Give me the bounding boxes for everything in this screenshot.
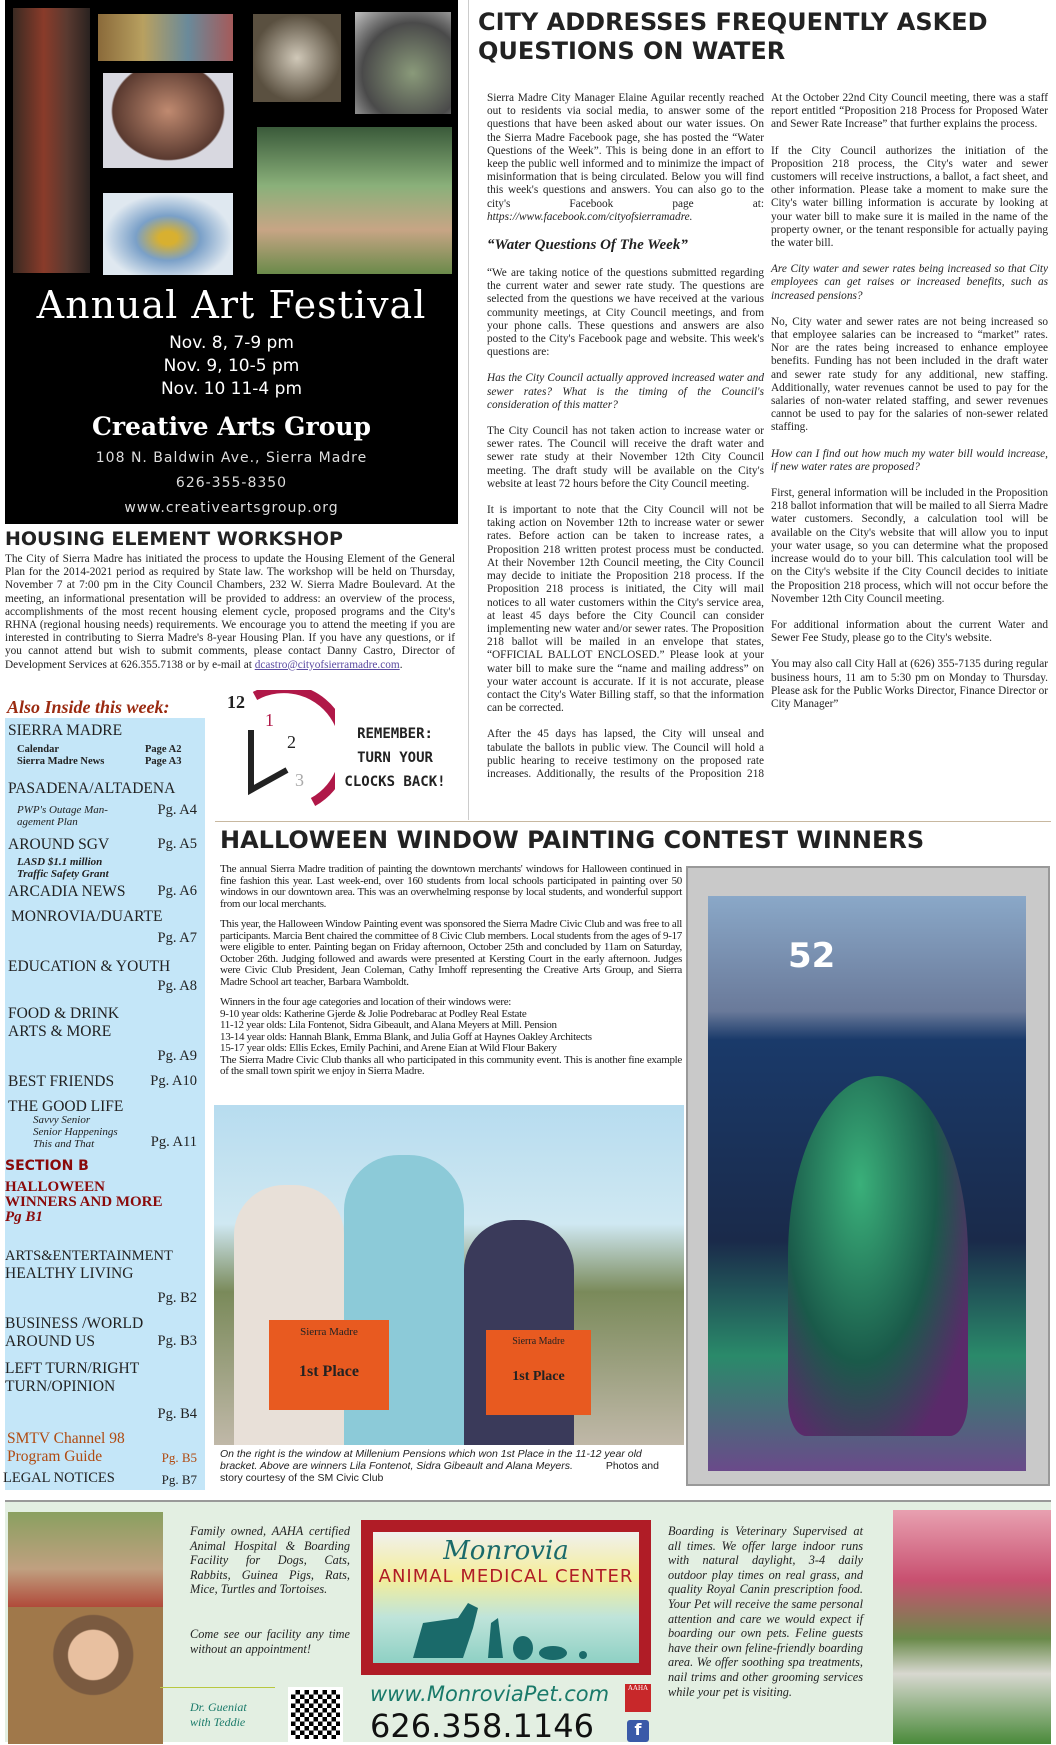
section-divider	[215, 821, 1051, 822]
sidebar-item-monrovia[interactable]: MONROVIA/DUARTE	[11, 908, 163, 925]
ad-logo	[361, 1520, 651, 1675]
sidebar-item-arts[interactable]: ARTS&ENTERTAINMENT	[5, 1248, 173, 1264]
sidebar-item-legal[interactable]: LEGAL NOTICES	[3, 1470, 115, 1486]
housing-text-end: .	[399, 658, 403, 671]
art-photo-jewelry	[103, 193, 233, 275]
sidebar-item-education[interactable]: EDUCATION & YOUTH	[8, 958, 171, 975]
ad-visit-text: Come see our facility any time without an appointment!	[190, 1627, 350, 1656]
cert-title: Sierra Madre	[512, 1336, 565, 1347]
winners-intro: Winners in the four age categories and location of their windows were:	[220, 996, 512, 1008]
winners-photo	[214, 1105, 684, 1445]
cert-place: 1st Place	[299, 1363, 359, 1380]
sidebar-page: Pg. A10	[150, 1073, 197, 1089]
water-paragraph: It is important to note that the City Council will not be taking action on November 12th to increase water or sewer rates. Before action can be taken to increase rates, a Proposition 218 written protest process must be conducted. At their November 12th Council meeting, the City Council may decide to initiate the Proposition 218 process. If the Proposition 218 process is initiated, the City will mail notices to all water customers within the City's service area, at least 45 days before the City Council can consider implementing new water and/or sewer rates. The Proposition 218 ballot will be mailed in an envelope that states, “OFFICIAL BALLOT ENCLOSED.” Please look at your water bill to make sure the “name and mailing address” on your water account is accurate. If it is not accurate, please contact the City's Water Billing staff, so that the information can be corrected.	[487, 504, 764, 715]
sidebar-item-arcadia[interactable]: ARCADIA NEWS	[8, 883, 126, 900]
winner-line: 11-12 year olds: Lila Fontenot, Sidra Gibeault, and Alana Meyers at Mill. Pension	[220, 1019, 557, 1031]
art-photo-sculpture	[13, 8, 90, 273]
sidebar-item-halloween[interactable]	[5, 1180, 163, 1225]
window-painting-photo	[686, 866, 1050, 1486]
water-subhead: “Water Questions Of The Week”	[487, 237, 688, 254]
sidebar-page: Pg. A4	[157, 802, 197, 818]
ad-description: Family owned, AAHA certified Animal Hospital & Boarding Facility for Dogs, Cats, Rabbits, Guinea Pigs, Rats, Mice, Turtles and Tortoises.	[190, 1524, 350, 1597]
housing-text: The City of Sierra Madre has initiated the process to update the Housing Element of the General Plan for the 2014-2021 period as required by State law. The workshop will be held on Thursday, November 7 at 7:00 pm in the City Council Chambers, 232 W. Sierra Madre Boulevard. At the meeting, an informational presentation will be provided to address: an overview of the process, accomplishments of the most recent housing element cycle, proposed programs and the City's RHNA (regional housing needs) requirements. We encourage you to attend the meeting if you are interested in contributing to Sierra Madre's 8-year Housing Plan. If you have any questions, or if you cannot attend but wish to submit comments, please contact Danny Castro, Director of Development Services at 626.355.7138 or by e-mail at	[5, 553, 455, 671]
halloween-paragraph: This year, the Halloween Window Painting event was sponsored the Sierra Madre Civic Club and was free to all participants. Marcia Bent chaired the committee of 8 Civic Club members. Local students from the ages of 9-17 were eligible to enter. Painting began on Friday afternoon, October 25th and concluded by 11am on Saturday, October 26th. Judging followed and awards were presented at Kersting Court in the early afternoon. Judges were Civic Club President, Jean Coleman, Cathy Imhoff representing the Creative Arts Group, and Sierra Madre School art teacher, Barbara Wamboldt.	[220, 918, 682, 988]
water-paragraph: The City Council has not taken action to increase water or sewer rates. The Council will receive the draft water and sewer rate study at their November 12th City Council meeting. The draft study will be available on the City's website at least 72 hours before the City Council meeting.	[487, 425, 764, 490]
garden-photo	[893, 1510, 1051, 1744]
ad-rule	[160, 1687, 275, 1688]
window-number: 52	[788, 936, 836, 976]
sidebar-item-healthy-living[interactable]: HEALTHY LIVING	[5, 1265, 134, 1282]
sidebar-item-food-2[interactable]: ARTS & MORE	[8, 1023, 112, 1040]
cert-title: Sierra Madre	[300, 1326, 358, 1338]
sidebar-page: Pg. A7	[157, 930, 197, 946]
water-title: CITY ADDRESSES FREQUENTLY ASKED QUESTIONS ON WATER	[478, 8, 988, 65]
sidebar-page: Pg. A8	[157, 978, 197, 994]
sidebar-page: Pg B1	[5, 1209, 43, 1225]
sidebar-item-pasadena[interactable]: PASADENA/ALTADENA	[8, 780, 176, 797]
sidebar-label: WINNERS AND MORE	[5, 1194, 163, 1210]
also-inside-sidebar	[5, 718, 205, 1490]
sidebar-item-world[interactable]: AROUND US	[5, 1333, 95, 1350]
art-photo-ring	[253, 14, 341, 102]
festival-phone: 626-355-8350	[175, 475, 288, 491]
caption-text: On the right is the window at Millenium Pensions which won 1st Place in the 11-12 year old bracket. Above are winners Lila Fontenot, Sidra Gibeault and Alana Meyers.	[220, 1448, 642, 1472]
water-paragraph: No, City water and sewer rates are not being increased so that employee salaries can be increased to “market” rates. Nor are the rates being increased to enhance employee benefits. Funding has not been included in the draft water and sewer rate study for any additional, new staffing. Additionally, water revenues cannot be used to pay for the salaries of non-water related staffing, and sewer revenues cannot be used to pay for the salaries of non-sewer related staffing.	[771, 315, 1048, 434]
caption-line: Dr. Gueniat	[190, 1700, 247, 1714]
reminder-line: REMEMBER:	[357, 726, 433, 742]
housing-title: HOUSING ELEMENT WORKSHOP	[5, 528, 343, 550]
certificate	[486, 1330, 591, 1415]
festival-organizer: Creative Arts Group	[91, 412, 372, 441]
sidebar-page: Pg. A11	[150, 1134, 197, 1150]
festival-website[interactable]: www.creativeartsgroup.org	[124, 500, 339, 516]
art-photo-octopus	[355, 12, 451, 114]
water-paragraph: “We are taking notice of the questions submitted regarding the current water and sewer rate study. The questions are selected from the questions we have received at the various community meetings, at City Council meetings, and from your phone calls. These questions and answers are also posted to the City's Facebook page and website. This week's questions are:	[487, 267, 764, 359]
clock-number-12: 12	[227, 692, 245, 712]
sidebar-page: Pg. B5	[161, 1450, 197, 1465]
festival-date: Nov. 8, 7-9 pm	[169, 333, 294, 353]
sidebar-page: Pg. A5	[157, 836, 197, 852]
clock-number-2: 2	[287, 732, 296, 752]
water-paragraph: First, general information will be included in the Proposition 218 ballot information that will be mailed to all Sierra Madre water customers. Secondly, a calculation tool will be available on the City's website that will allow you to input your water usage, so you can determine what the proposed increase would do to your bill. This calculation tool will be on the City's website if the City Council decides to initiate the Proposition 218 process, which will not occur before the November 12th City Council meeting.	[771, 487, 1048, 605]
water-paragraph: Sierra Madre City Manager Elaine Aguilar recently reached out to residents via social media, to answer some of the questions that have been asked about our water issues. On the Sierra Madre Facebook page, she has posted the “Water Questions of the Week”. This is being done in an effort to keep the public well informed and to minimize the impact of misinformation that is being circulated. Below you will find this week's questions and answers. You can also go to the city's Facebook page at:	[487, 92, 764, 210]
photo-caption	[220, 1448, 680, 1484]
winner-line: 15-17 year olds: Ellis Eckes, Emily Pachini, and Arene Eian at Wild Flour Bakery	[220, 1042, 557, 1054]
sidebar-label: HALLOWEEN	[5, 1179, 106, 1195]
sidebar-page: Pg. A9	[157, 1048, 197, 1064]
halloween-body	[220, 864, 682, 1078]
sidebar-page: Pg. B7	[161, 1472, 197, 1487]
art-festival-ad	[5, 0, 458, 524]
column-divider	[468, 0, 469, 820]
logo-text-monrovia: Monrovia	[443, 1536, 569, 1566]
sidebar-sub-calendar[interactable]: Calendar	[17, 744, 59, 755]
animals-silhouette-icon	[403, 1598, 603, 1663]
clinic-photo	[8, 1512, 163, 1607]
festival-address: 108 N. Baldwin Ave., Sierra Madre	[95, 450, 368, 466]
festival-title: Annual Art Festival	[36, 283, 427, 327]
housing-body	[5, 553, 455, 672]
clock-number-3: 3	[295, 770, 304, 790]
art-photo-forest-painting	[257, 127, 452, 274]
sidebar-page: Pg. A6	[157, 883, 197, 899]
water-column-1	[487, 92, 764, 794]
sidebar-item-left-turn[interactable]: LEFT TURN/RIGHT	[5, 1360, 140, 1377]
reminder-line: CLOCKS BACK!	[344, 774, 446, 790]
logo-text-amc: ANIMAL MEDICAL CENTER	[378, 1566, 634, 1587]
sidebar-heading: Also Inside this week:	[7, 697, 170, 717]
water-paragraph: For additional information about the current Water and Sewer Fee Study, please go to the City's website.	[771, 618, 1048, 645]
cert-place: 1st Place	[512, 1369, 565, 1384]
ad-boarding-text: Boarding is Veterinary Supervised at all times. We offer large indoor runs with natural daylight, 3-4 daily outdoor play times on real grass, and quality Royal Canin prescription food. Your Pet will receive the same personal attention and care we would expect if boarding our own pets. Feline guests have their own feline-friendly boarding area. We offer soothing spa treatments, nail trims and other grooming services while your pet is visiting.	[668, 1524, 863, 1699]
art-photo-vessel	[103, 73, 233, 168]
water-column-2	[771, 79, 1048, 724]
sidebar-page: Pg. B2	[157, 1290, 197, 1306]
halloween-paragraph: The annual Sierra Madre tradition of painting the downtown merchants' windows for Halloween continued in fine fashion this year. Last week-end, over 160 students from local schools participated in painting over 50 windows in our downtown area. This was an overwhelming response by local students, and wonderful support from our local merchants.	[220, 863, 682, 910]
festival-date: Nov. 10 11-4 pm	[160, 379, 303, 399]
monrovia-animal-ad	[5, 1500, 1051, 1745]
housing-email-link[interactable]: dcastro@cityofsierramadre.com	[254, 658, 400, 671]
sidebar-sub: Senior Happenings	[33, 1126, 118, 1138]
clock-number-1: 1	[265, 710, 274, 730]
sidebar-page: Page A2	[145, 744, 182, 755]
painted-window	[708, 896, 1026, 1471]
sidebar-item-sierra-madre[interactable]: SIERRA MADRE	[8, 722, 123, 739]
sidebar-sub: Traffic Safety Grant	[17, 868, 109, 880]
sidebar-sub: PWP's Outage Man- agement Plan	[17, 804, 108, 828]
sidebar-item-smtv[interactable]: SMTV Channel 98	[7, 1430, 125, 1447]
festival-date: Nov. 9, 10-5 pm	[163, 356, 300, 376]
reminder-line: TURN YOUR	[357, 750, 433, 766]
sidebar-page: Page A3	[145, 756, 182, 767]
winner-line: 9-10 year olds: Katherine Gjerde & Jolie Podrebarac at Podley Real Estate	[220, 1007, 527, 1020]
water-paragraph: At the October 22nd City Council meeting, there was a staff report entitled “Proposition 218 Process for Proposed Water and Sewer Rate Increase” that further explains the process.	[771, 92, 1048, 131]
sidebar-sub: This and That	[33, 1138, 95, 1150]
sidebar-sub: LASD $1.1 million	[17, 856, 103, 868]
aaha-logo: AAHA	[625, 1684, 651, 1712]
sidebar-item-food[interactable]: FOOD & DRINK	[8, 1005, 120, 1022]
ad-website-link[interactable]: www.MonroviaPet.com	[370, 1682, 610, 1706]
ad-phone[interactable]: 626.358.1146	[370, 1707, 594, 1745]
doctor-photo	[8, 1607, 163, 1744]
festival-dates	[5, 332, 458, 401]
sidebar-item-business[interactable]: BUSINESS /WORLD	[5, 1315, 144, 1332]
facebook-icon[interactable]: f	[627, 1720, 649, 1742]
water-question: Are City water and sewer rates being increased so that City employees can get raises or increased benefits, such as increased pensions?	[771, 263, 1048, 302]
caption-line: with Teddie	[190, 1715, 246, 1729]
sidebar-sub-sm-news[interactable]: Sierra Madre News	[17, 756, 105, 767]
art-photo-flowers	[98, 14, 233, 61]
qr-code-icon[interactable]	[288, 1687, 343, 1742]
water-paragraph: You may also call City Hall at (626) 355-7135 during regular business hours, 11 am to 5:30 pm on Monday to Thursday. Please ask for the Public Works Director, Finance Director or City Manager”	[771, 658, 1049, 710]
clock-graphic	[215, 690, 335, 810]
witch-painting	[788, 1076, 968, 1436]
sidebar-section-b: SECTION B	[5, 1158, 89, 1174]
water-question: Has the City Council actually approved increased water and sewer rates? What is the timing of the Council's consideration of this matter?	[487, 372, 764, 411]
water-question: How can I find out how much my water bill would increase, if new water rates are proposed?	[771, 447, 1048, 473]
sidebar-item-sgv[interactable]: AROUND SGV	[8, 836, 110, 853]
halloween-title: HALLOWEEN WINDOW PAINTING CONTEST WINNERS	[220, 826, 925, 854]
sidebar-page: Pg. B3	[157, 1333, 197, 1349]
certificate	[269, 1320, 389, 1410]
clock-reminder	[335, 722, 455, 794]
sidebar-page: Pg. B4	[157, 1406, 197, 1422]
photo-caption-doctor	[190, 1700, 247, 1730]
water-paragraph: If the City Council authorizes the initiation of the Proposition 218 process, the City's water and sewer customers will receive instructions, a ballot, a fact sheet, and other information. Please take a moment to make sure the City's water billing information is accurate by looking at your water bill to make sure it is mailed in the name of the property owner, or the tenant responsible for actually paying the water bill.	[771, 144, 1048, 250]
sidebar-item-opinion[interactable]: TURN/OPINION	[5, 1378, 116, 1395]
water-paragraph: After the 45 days has lapsed, the City will unseal and tabulate the ballots in public view. The Council will hold a public hearing to receive testimony on the proposed rate increases. Additionally, the results of the Proposition 218	[487, 728, 764, 780]
sidebar-item-good-life[interactable]: THE GOOD LIFE	[8, 1098, 124, 1115]
sidebar-item-program-guide[interactable]: Program Guide	[7, 1448, 103, 1465]
winner-line: 13-14 year olds: Hannah Blank, Emma Blank, and Julia Goff at Haynes Oakley Architects	[220, 1030, 592, 1043]
photo-credit: Photos and story courtesy of the SM Civic Club	[220, 1460, 659, 1484]
facebook-link[interactable]: https://www.facebook.com/cityofsierramadre.	[487, 210, 693, 223]
halloween-closing: The Sierra Madre Civic Club thanks all who participated in this community event. This is another fine example of the small town spirit we enjoy in Sierra Madre.	[220, 1053, 682, 1077]
sidebar-sub: Savvy Senior	[33, 1114, 91, 1126]
sidebar-item-best-friends[interactable]: BEST FRIENDS	[8, 1073, 115, 1090]
